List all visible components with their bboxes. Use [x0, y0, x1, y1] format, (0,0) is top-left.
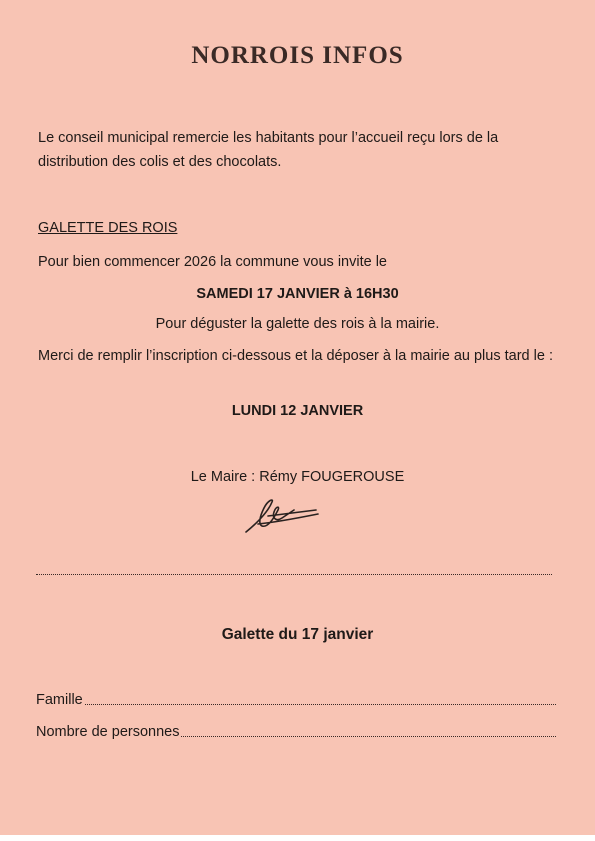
- page-title: NORROIS INFOS: [191, 42, 404, 69]
- deadline-date: LUNDI 12 JANVIER: [231, 403, 364, 419]
- people-count-field[interactable]: [36, 724, 556, 740]
- signature-mark: [238, 494, 324, 538]
- form-title: Galette du 17 janvier: [221, 626, 374, 643]
- invite-text: Pour bien commencer 2026 la commune vous invite le: [38, 254, 387, 270]
- family-field[interactable]: [36, 692, 556, 708]
- family-blank[interactable]: [85, 704, 556, 705]
- registration-request: Merci de remplir l’inscription ci-dessous et la déposer à la mairie au plus tard le :: [38, 348, 553, 364]
- event-purpose: Pour déguster la galette des rois à la mairie.: [155, 316, 440, 332]
- cut-line: [36, 574, 552, 575]
- section-heading: GALETTE DES ROIS: [38, 220, 178, 236]
- family-label: Famille: [36, 692, 83, 708]
- mayor-name: Le Maire : Rémy FOUGEROUSE: [190, 469, 405, 485]
- event-date-time: SAMEDI 17 JANVIER à 16H30: [196, 286, 399, 302]
- intro-paragraph: Le conseil municipal remercie les habitants pour l’accueil reçu lors de la distribution des colis et des chocolats.: [38, 130, 499, 170]
- people-count-label: Nombre de personnes: [36, 724, 180, 740]
- people-count-blank[interactable]: [181, 736, 556, 737]
